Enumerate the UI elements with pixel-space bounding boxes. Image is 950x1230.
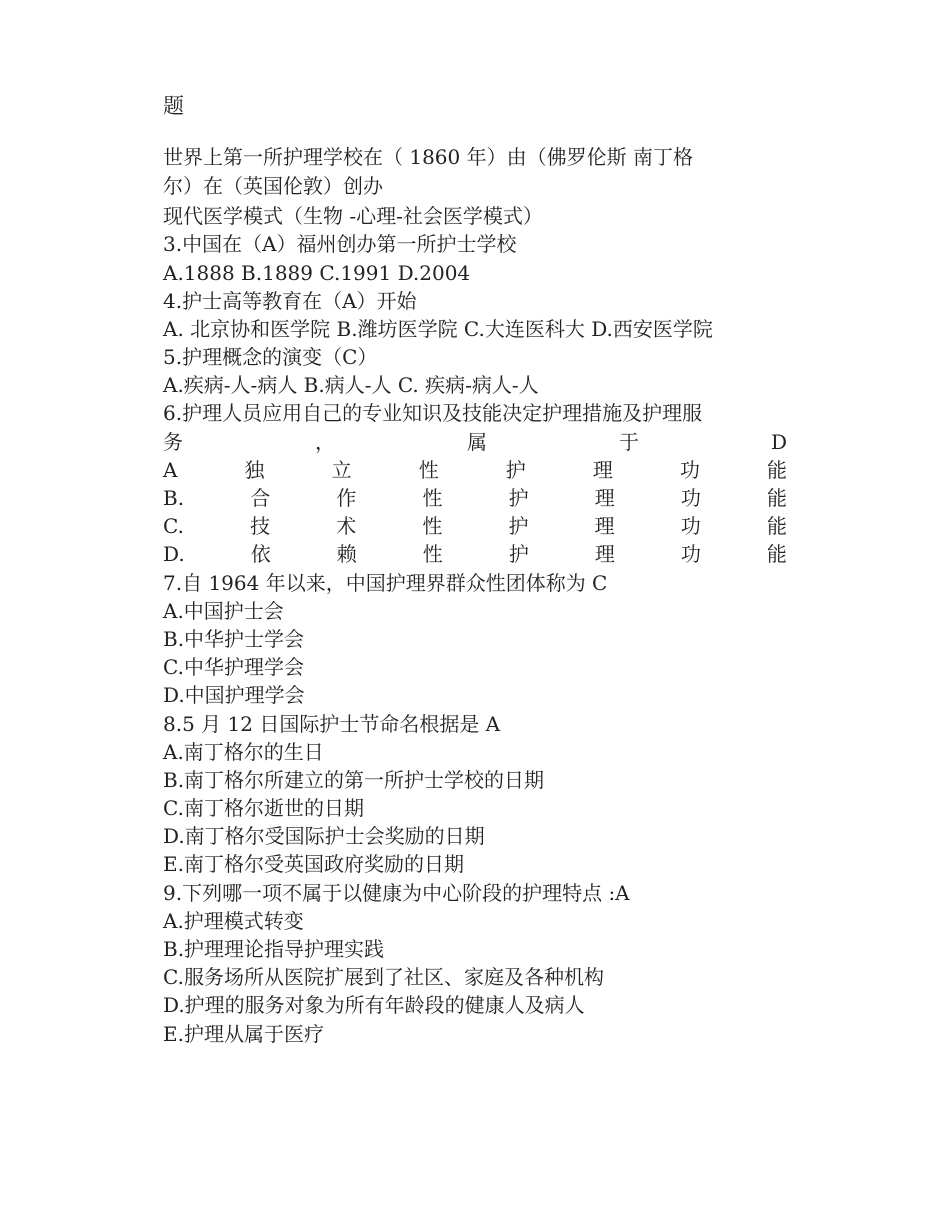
spread-cell: ， bbox=[314, 430, 335, 454]
spread-cell: 能 bbox=[766, 486, 787, 510]
option-line: A.疾病-人-病人 B.病人-人 C. 疾病-病人-人 bbox=[163, 373, 539, 397]
spread-cell: 理 bbox=[594, 514, 615, 538]
spread-cell: D bbox=[770, 430, 787, 454]
spread-cell: 功 bbox=[680, 542, 701, 566]
option-line: A.1888 B.1889 C.1991 D.2004 bbox=[163, 261, 471, 285]
spread-cell: 护 bbox=[505, 458, 526, 482]
option-line: C.南丁格尔逝世的日期 bbox=[163, 796, 364, 820]
option-line: C.服务场所从医院扩展到了社区、家庭及各种机构 bbox=[163, 965, 604, 989]
text-line: 世界上第一所护理学校在（ 1860 年）由（佛罗伦斯 南丁格 bbox=[163, 145, 693, 169]
spread-cell: 务 bbox=[163, 430, 183, 454]
option-line: A. 北京协和医学院 B.潍坊医学院 C.大连医科大 D.西安医学院 bbox=[163, 317, 713, 341]
spread-cell: 技 bbox=[250, 514, 271, 538]
spread-cell: 功 bbox=[680, 486, 701, 510]
spread-cell: 功 bbox=[680, 514, 701, 538]
question-7: 7.自 1964 年以来，中国护理界群众性团体称为 C bbox=[163, 571, 608, 595]
spread-cell: 于 bbox=[618, 430, 639, 454]
option-line: B.护理理论指导护理实践 bbox=[163, 937, 385, 961]
option-line: B.南丁格尔所建立的第一所护士学校的日期 bbox=[163, 768, 545, 792]
spread-cell: 术 bbox=[336, 514, 357, 538]
option-line: E.南丁格尔受英国政府奖励的日期 bbox=[163, 852, 464, 876]
question-3: 3.中国在（A）福州创办第一所护士学校 bbox=[163, 232, 517, 256]
spread-row bbox=[163, 428, 787, 456]
spread-cell: 赖 bbox=[336, 542, 357, 566]
spread-cell: C. bbox=[163, 514, 184, 538]
spread-cell: 护 bbox=[508, 542, 529, 566]
spread-row bbox=[163, 484, 787, 512]
spread-cell: 立 bbox=[331, 458, 352, 482]
spread-cell: 护 bbox=[508, 514, 529, 538]
option-line: D.护理的服务对象为所有年龄段的健康人及病人 bbox=[163, 993, 585, 1017]
option-line: D.南丁格尔受国际护士会奖励的日期 bbox=[163, 824, 485, 848]
option-line: A.南丁格尔的生日 bbox=[163, 740, 324, 764]
spread-row bbox=[163, 456, 787, 484]
spread-cell: 作 bbox=[336, 486, 357, 510]
spread-cell: B. bbox=[163, 486, 185, 510]
option-line: A.护理模式转变 bbox=[163, 909, 304, 933]
question-4: 4.护士高等教育在（A）开始 bbox=[163, 289, 417, 313]
spread-cell: D. bbox=[163, 542, 185, 566]
option-line: D.中国护理学会 bbox=[163, 683, 305, 707]
spread-cell: A bbox=[163, 458, 178, 482]
option-line: E.护理从属于医疗 bbox=[163, 1022, 324, 1046]
spread-cell: 性 bbox=[422, 486, 443, 510]
text-line: 尔）在（英国伦敦）创办 bbox=[163, 174, 383, 198]
spread-cell: 性 bbox=[422, 514, 443, 538]
spread-cell: 理 bbox=[594, 542, 615, 566]
question-5: 5.护理概念的演变（C） bbox=[163, 345, 378, 369]
spread-cell: 理 bbox=[594, 486, 615, 510]
spread-row bbox=[163, 512, 787, 540]
option-line: A.中国护士会 bbox=[163, 599, 284, 623]
spread-cell: 属 bbox=[466, 430, 487, 454]
question-9: 9.下列哪一项不属于以健康为中心阶段的护理特点 :A bbox=[163, 881, 630, 905]
text-line: 现代医学模式（生物 -心理-社会医学模式） bbox=[163, 204, 543, 228]
spread-cell: 能 bbox=[766, 542, 787, 566]
question-8: 8.5 月 12 日国际护士节命名根据是 A bbox=[163, 712, 501, 736]
spread-cell: 独 bbox=[244, 458, 265, 482]
option-line: B.中华护士学会 bbox=[163, 627, 305, 651]
spread-cell: 依 bbox=[250, 542, 271, 566]
option-line: C.中华护理学会 bbox=[163, 655, 304, 679]
spread-cell: 功 bbox=[679, 458, 700, 482]
spread-cell: 性 bbox=[418, 458, 439, 482]
spread-cell: 理 bbox=[592, 458, 613, 482]
spread-cell: 合 bbox=[250, 486, 271, 510]
spread-cell: 护 bbox=[508, 486, 529, 510]
spread-cell: 性 bbox=[422, 542, 443, 566]
question-6: 6.护理人员应用自己的专业知识及技能决定护理措施及护理服 bbox=[163, 401, 703, 425]
spread-cell: 能 bbox=[766, 514, 787, 538]
spread-row bbox=[163, 540, 787, 568]
heading: 题 bbox=[163, 94, 184, 118]
spread-cell: 能 bbox=[767, 458, 787, 482]
